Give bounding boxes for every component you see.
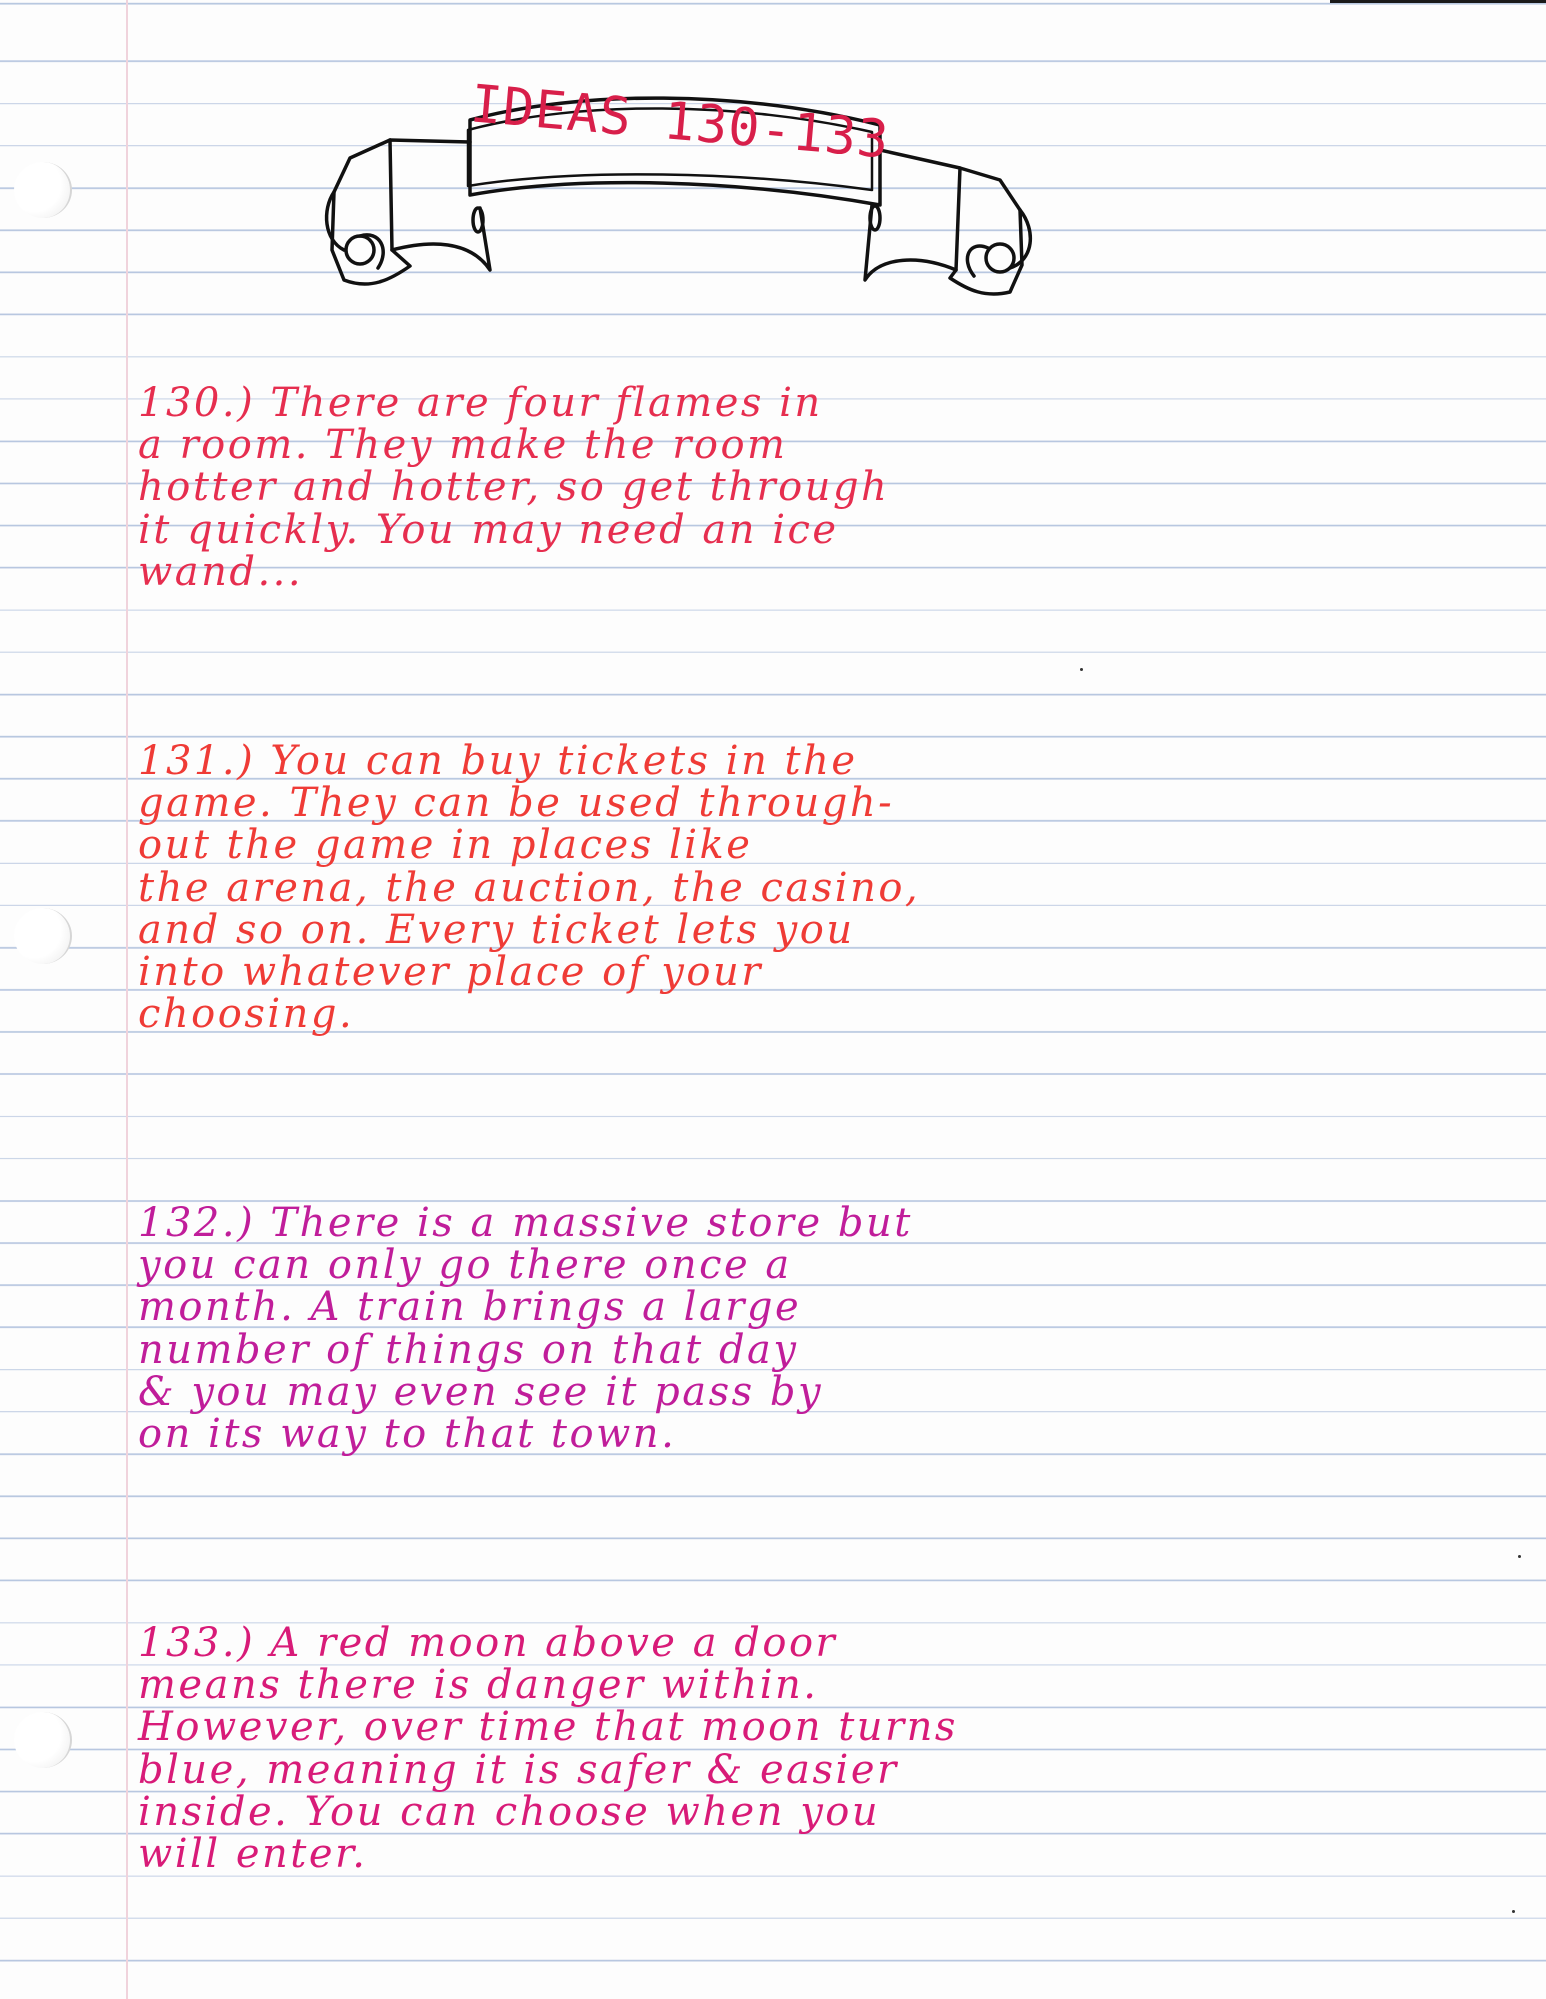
idea-line: month. A train brings a large [138, 1284, 802, 1331]
idea-line: it quickly. You may need an ice [138, 506, 839, 553]
idea-line: wand... [138, 548, 304, 595]
idea-line: game. They can be used through- [138, 780, 895, 827]
binder-hole-top [14, 162, 72, 218]
idea-line: blue, meaning it is safer & easier [138, 1746, 899, 1793]
idea-line: a room. They make the room [138, 422, 788, 469]
speck [1518, 1555, 1521, 1558]
idea-line: However, over time that moon turns [138, 1704, 958, 1751]
idea-line: 133.) A red moon above a door [138, 1620, 838, 1666]
idea-line: hotter and hotter, so get through [138, 464, 890, 511]
binder-hole-bottom [14, 1712, 72, 1768]
idea-line: on its way to that town. [138, 1410, 677, 1457]
idea-line: & you may even see it pass by [138, 1368, 824, 1415]
speck [1080, 668, 1083, 671]
idea-line: into whatever place of your [138, 948, 763, 995]
idea-line: you can only go there once a [138, 1242, 792, 1289]
ribbon-left-fold [390, 140, 490, 270]
scan-edge [1330, 0, 1546, 3]
idea-line: the arena, the auction, the casino, [138, 864, 921, 911]
idea-line: 131.) You can buy tickets in the [138, 738, 858, 784]
speck [1512, 1910, 1515, 1913]
idea-line: 132.) There is a massive store but [138, 1200, 913, 1246]
idea-line: means there is danger within. [138, 1662, 819, 1709]
idea-133 [138, 1622, 958, 1875]
idea-line: out the game in places like [138, 822, 753, 869]
margin-line [126, 0, 128, 1999]
idea-131 [138, 738, 921, 1038]
idea-line: number of things on that day [138, 1326, 799, 1373]
binder-hole-middle [14, 908, 72, 964]
idea-132 [138, 1202, 913, 1455]
idea-line: choosing. [138, 991, 355, 1038]
idea-line: will enter. [138, 1830, 368, 1877]
idea-line: inside. You can choose when you [138, 1788, 881, 1835]
idea-130 [138, 382, 889, 593]
banner-title: IDEAS 130-133 [468, 74, 892, 171]
idea-line: 130.) There are four flames in [138, 380, 823, 426]
idea-line: and so on. Every ticket lets you [138, 906, 855, 953]
